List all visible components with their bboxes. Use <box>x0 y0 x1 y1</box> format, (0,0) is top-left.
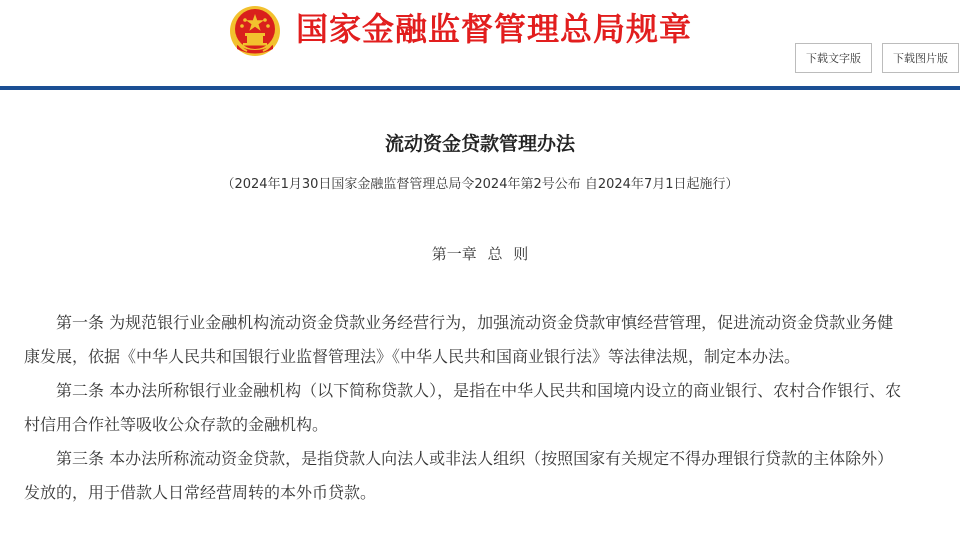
site-title: 国家金融监督管理总局规章 <box>296 10 693 48</box>
page-header <box>0 0 960 86</box>
header-divider <box>0 86 960 90</box>
document-title: 流动资金贷款管理办法 <box>384 133 575 155</box>
article-3: 第三条 本办法所称流动资金贷款，是指贷款人向法人或非法人组织（按照国家有关规定不得办理银行贷款的主体除外）发放的，用于借款人日常经营周转的本外币贷款。 <box>24 449 894 502</box>
article-2: 第二条 本办法所称银行业金融机构（以下简称贷款人），是指在中华人民共和国境内设立的商业银行、农村合作银行、农村信用合作社等吸收公众存款的金融机构。 <box>24 381 902 434</box>
document-body <box>24 306 908 510</box>
chapter-heading: 第一章 总 则 <box>431 245 529 263</box>
document-subtitle: （2024年1月30日国家金融监督管理总局令2024年第2号公布 自2024年7月1日起施行） <box>221 177 739 192</box>
article-1: 第一条 为规范银行业金融机构流动资金贷款业务经营行为，加强流动资金贷款审慎经营管理，促进流动资金贷款业务健康发展，依据《中华人民共和国银行业监督管理法》《中华人民共和国商业银行法》等法律法规，制定本办法。 <box>24 313 894 366</box>
download-image-button[interactable]: 下载图片版 <box>882 43 959 73</box>
national-emblem-icon <box>229 5 281 57</box>
download-text-button[interactable]: 下载文字版 <box>795 43 872 73</box>
